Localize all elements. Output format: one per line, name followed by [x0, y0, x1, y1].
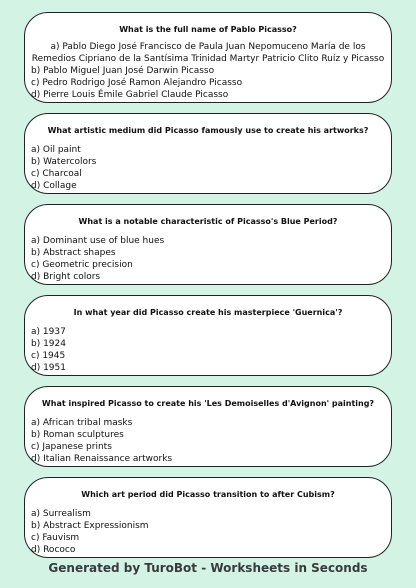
- option-a: a) Oil paint: [31, 145, 81, 155]
- option-d: d) Pierre Louis Émile Gabriel Claude Picasso: [31, 90, 229, 100]
- options-list: [31, 508, 385, 556]
- question-card-2: [24, 113, 392, 194]
- options-list: [31, 235, 385, 283]
- footer-branding: Generated by TuroBot - Worksheets in Seconds: [48, 561, 368, 575]
- question-card-5: [24, 386, 392, 467]
- option-a: a) African tribal masks: [31, 418, 133, 428]
- option-c: c) Pedro Rodrigo José Ramon Alejandro Picasso: [31, 78, 243, 88]
- options-list: [31, 41, 385, 101]
- option-d: d) Italian Renaissance artworks: [31, 454, 173, 464]
- option-c: c) Fauvism: [31, 533, 80, 543]
- question-text: Which art period did Picasso transition to after Cubism?: [81, 490, 335, 499]
- options-list: [31, 326, 385, 374]
- question-text: In what year did Picasso create his masterpiece 'Guernica'?: [73, 308, 343, 317]
- option-b: b) Roman sculptures: [31, 430, 124, 440]
- option-c: c) 1945: [31, 351, 66, 361]
- option-c: c) Geometric precision: [31, 260, 133, 270]
- option-b: b) Pablo Miguel Juan José Darwin Picasso: [31, 66, 215, 76]
- option-b: b) Abstract shapes: [31, 248, 116, 258]
- question-text: What is a notable characteristic of Picasso's Blue Period?: [78, 217, 338, 226]
- option-a: a) Dominant use of blue hues: [31, 236, 165, 246]
- option-b: b) Abstract Expressionism: [31, 521, 149, 531]
- option-b: b) 1924: [31, 339, 66, 349]
- option-c: c) Japanese prints: [31, 442, 112, 452]
- question-card-3: [24, 204, 392, 285]
- worksheet: [24, 12, 392, 568]
- question-card-1: [24, 12, 392, 103]
- question-text: What artistic medium did Picasso famously use to create his artworks?: [47, 126, 369, 135]
- option-a: a) Pablo Diego José Francisco de Paula Juan Nepomuceno María de los Remedios Cipriano de la Santísima Trinidad Martyr Patricio Clito Ruíz y Picasso: [31, 42, 385, 64]
- question-card-6: [24, 477, 392, 558]
- option-a: a) Surrealism: [31, 509, 91, 519]
- option-d: d) Bright colors: [31, 272, 101, 282]
- option-b: b) Watercolors: [31, 157, 97, 167]
- option-a: a) 1937: [31, 327, 66, 337]
- option-d: d) Rococo: [31, 545, 76, 555]
- options-list: [31, 144, 385, 192]
- option-d: d) 1951: [31, 363, 66, 373]
- question-text: What inspired Picasso to create his 'Les Demoiselles d'Avignon' painting?: [41, 399, 375, 408]
- question-text: What is the full name of Pablo Picasso?: [119, 25, 297, 34]
- options-list: [31, 417, 385, 465]
- option-d: d) Collage: [31, 181, 77, 191]
- question-card-4: [24, 295, 392, 376]
- option-c: c) Charcoal: [31, 169, 82, 179]
